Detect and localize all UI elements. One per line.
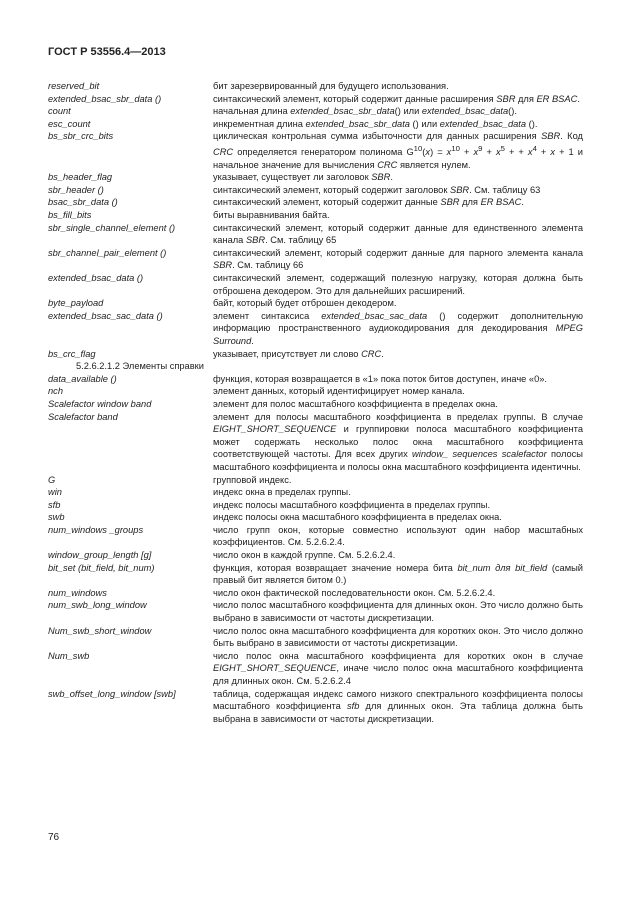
definitions-group-2 xyxy=(48,373,583,726)
definition-description: функция, которая возвращает значение номера бита bit_num для bit_field (самый правый бит является битом 0.) xyxy=(213,562,583,586)
definition-term: bs_fill_bits xyxy=(48,210,92,221)
definition-row xyxy=(48,93,583,106)
definition-description: начальная длина extended_bsac_sbr_data() или extended_bsac_data(). xyxy=(213,106,517,117)
definition-row xyxy=(48,272,583,297)
definition-description: таблица, содержащая индекс самого низкого спектрального коэффициента полосы масштабного коэффициента sfb для длинных окон. Эта таблица должна быть выбрана в зависимости от частоты дискретизации. xyxy=(213,688,583,724)
definition-description: число групп окон, которые совместно используют один набор масштабных коэффициентов. См. 5.2.6.2.4. xyxy=(213,524,583,548)
definition-term: Scalefactor band xyxy=(48,411,118,422)
definition-term: swb_offset_long_window [swb] xyxy=(48,688,176,699)
definition-term: bs_sbr_crc_bits xyxy=(48,131,114,142)
definition-description: групповой индекс. xyxy=(213,474,292,485)
definition-term: extended_bsac_sac_data () xyxy=(48,310,163,321)
definition-row xyxy=(48,411,583,474)
definition-row xyxy=(48,310,583,348)
definition-term: swb xyxy=(48,512,65,523)
definition-description: число полос окна масштабного коэффициента для коротких окон в случае EIGHT_SHORT_SEQUENCE, иначе число полос окна масштабного коэффициента для длинных окон. См. 5.2.6.2.4 xyxy=(213,650,583,686)
definition-description: число окон в каждой группе. См. 5.2.6.2.4. xyxy=(213,550,396,561)
definition-row xyxy=(48,118,583,131)
definition-description: байт, который будет отброшен декодером. xyxy=(213,298,397,309)
definition-description: индекс полосы окна масштабного коэффициента в пределах окна. xyxy=(213,512,502,523)
definition-row xyxy=(48,184,583,197)
definitions-list xyxy=(48,80,583,725)
definition-term: window_group_length [g] xyxy=(48,550,152,561)
page-number: 76 xyxy=(48,832,60,843)
definition-row xyxy=(48,80,583,93)
definition-term: reserved_bit xyxy=(48,81,100,91)
definition-term: Num_swb_short_window xyxy=(48,625,152,636)
definition-row xyxy=(48,348,583,361)
definition-term: data_available () xyxy=(48,373,117,384)
definition-description: элемент синтаксиса extended_bsac_sac_data () содержит дополнительную информацию пространственного аудиокодирования для декодирования MPEG Surround. xyxy=(213,310,583,346)
definition-term: Scalefactor window band xyxy=(48,398,152,409)
definition-description: синтаксический элемент, содержащий полезную нагрузку, которая должна быть отброшена декодером. Это для дальнейших расширений. xyxy=(213,273,583,296)
definition-term: nch xyxy=(48,386,63,397)
definition-term: extended_bsac_data () xyxy=(48,273,144,283)
definition-row xyxy=(48,587,583,600)
definition-term: sbr_channel_pair_element () xyxy=(48,247,167,258)
definition-description: число полос окна масштабного коэффициента для коротких окон. Это число должно быть выбрано в зависимости от частоты дискретизации. xyxy=(213,625,583,649)
definition-description: индекс окна в пределах группы. xyxy=(213,487,351,498)
definition-row xyxy=(48,130,583,171)
definition-description: синтаксический элемент, который содержит данные для парного элемента канала SBR. См. таблицу 66 xyxy=(213,247,583,271)
definition-row xyxy=(48,511,583,524)
definition-term: extended_bsac_sbr_data () xyxy=(48,93,162,104)
definition-description: биты выравнивания байта. xyxy=(213,210,330,221)
definition-term: Num_swb xyxy=(48,650,90,661)
definition-row xyxy=(48,247,583,272)
definition-description: функция, которая возвращается в «1» пока поток битов доступен, иначе «0». xyxy=(213,373,548,384)
definition-row xyxy=(48,625,583,650)
definition-term: bit_set (bit_field, bit_num) xyxy=(48,562,155,573)
definition-description: элемент для полос масштабного коэффициента в пределах окна. xyxy=(213,398,498,409)
definition-row xyxy=(48,474,583,487)
definition-term: sbr_header () xyxy=(48,184,104,195)
definition-term: sbr_single_channel_element () xyxy=(48,222,176,233)
definition-row xyxy=(48,373,583,386)
definition-description: синтаксический элемент, который содержит данные расширения SBR для ER BSAC. xyxy=(213,93,580,104)
definition-description: число окон фактической последовательности окон. См. 5.2.6.2.4. xyxy=(213,587,496,598)
definition-term: bsac_sbr_data () xyxy=(48,197,118,208)
definition-description: синтаксический элемент, который содержит данные SBR для ER BSAC. xyxy=(213,197,524,208)
definition-term: sfb xyxy=(48,499,61,510)
definition-row xyxy=(48,171,583,184)
definition-description: бит зарезервированный для будущего использования. xyxy=(213,81,449,91)
definition-description: указывает, существует ли заголовок SBR. xyxy=(213,172,393,183)
definition-row xyxy=(48,297,583,310)
definition-term: G xyxy=(48,474,56,485)
definition-description: инкрементная длина extended_bsac_sbr_data () или extended_bsac_data (). xyxy=(213,118,538,129)
definition-description: циклическая контрольная сумма избыточности для данных расширения SBR. Код CRC определяется генератором полинома $G^{10}(x) = x^{10} + x^9 + x^5$ + + $x^4 + x + 1$ и начальное значение для вычисления CRC является нулем. xyxy=(213,131,583,170)
definition-term: num_swb_long_window xyxy=(48,600,147,611)
subheading: 5.2.6.2.1.2 Элементы справки xyxy=(76,361,204,372)
definition-row xyxy=(48,499,583,512)
definition-row xyxy=(48,549,583,562)
definitions-group-1 xyxy=(48,80,583,360)
definition-row xyxy=(48,486,583,499)
definition-description: синтаксический элемент, который содержит данные для единственного элемента канала SBR. См. таблицу 65 xyxy=(213,222,583,246)
definition-row xyxy=(48,222,583,247)
definition-row xyxy=(48,599,583,624)
definition-term: bs_crc_flag xyxy=(48,348,96,359)
definition-description: синтаксический элемент, который содержит заголовок SBR. См. таблицу 63 xyxy=(213,184,541,195)
definition-row xyxy=(48,650,583,688)
definition-term: num_windows xyxy=(48,587,107,598)
definition-row xyxy=(48,688,583,726)
definition-term: bs_header_flag xyxy=(48,172,113,183)
definition-row xyxy=(48,524,583,549)
definition-term: byte_payload xyxy=(48,298,104,309)
definition-description: указывает, присутствует ли слово CRC. xyxy=(213,348,384,359)
definition-term: win xyxy=(48,487,62,498)
definition-term: esc_count xyxy=(48,118,91,129)
definition-description: элемент данных, который идентифицирует номер канала. xyxy=(213,386,465,397)
definition-term: count xyxy=(48,106,71,117)
definition-row xyxy=(48,385,583,398)
definition-row xyxy=(48,562,583,587)
page-header: ГОСТ Р 53556.4—2013 xyxy=(48,46,166,58)
definition-row xyxy=(48,398,583,411)
definition-row xyxy=(48,105,583,118)
definition-description: элемент для полосы масштабного коэффициента в пределах группы. В случае EIGHT_SHORT_SEQUENCE и группировки полоса масштабного коэффициента может содержать несколько полос окна масштабного коэффициента соответствующей частоты. Для всех других window_ sequences scalefactor полосы масштабного коэффициента и полосы окна масштабного коэффициента идентичны. xyxy=(213,411,583,472)
definition-description: индекс полосы масштабного коэффициента в пределах группы. xyxy=(213,499,491,510)
definition-description: число полос масштабного коэффициента для длинных окон. Это число должно быть выбрано в зависимости от частоты дискретизации. xyxy=(213,600,583,624)
definition-row xyxy=(48,196,583,209)
definition-term: num_windows _groups xyxy=(48,524,144,535)
definition-row xyxy=(48,209,583,222)
